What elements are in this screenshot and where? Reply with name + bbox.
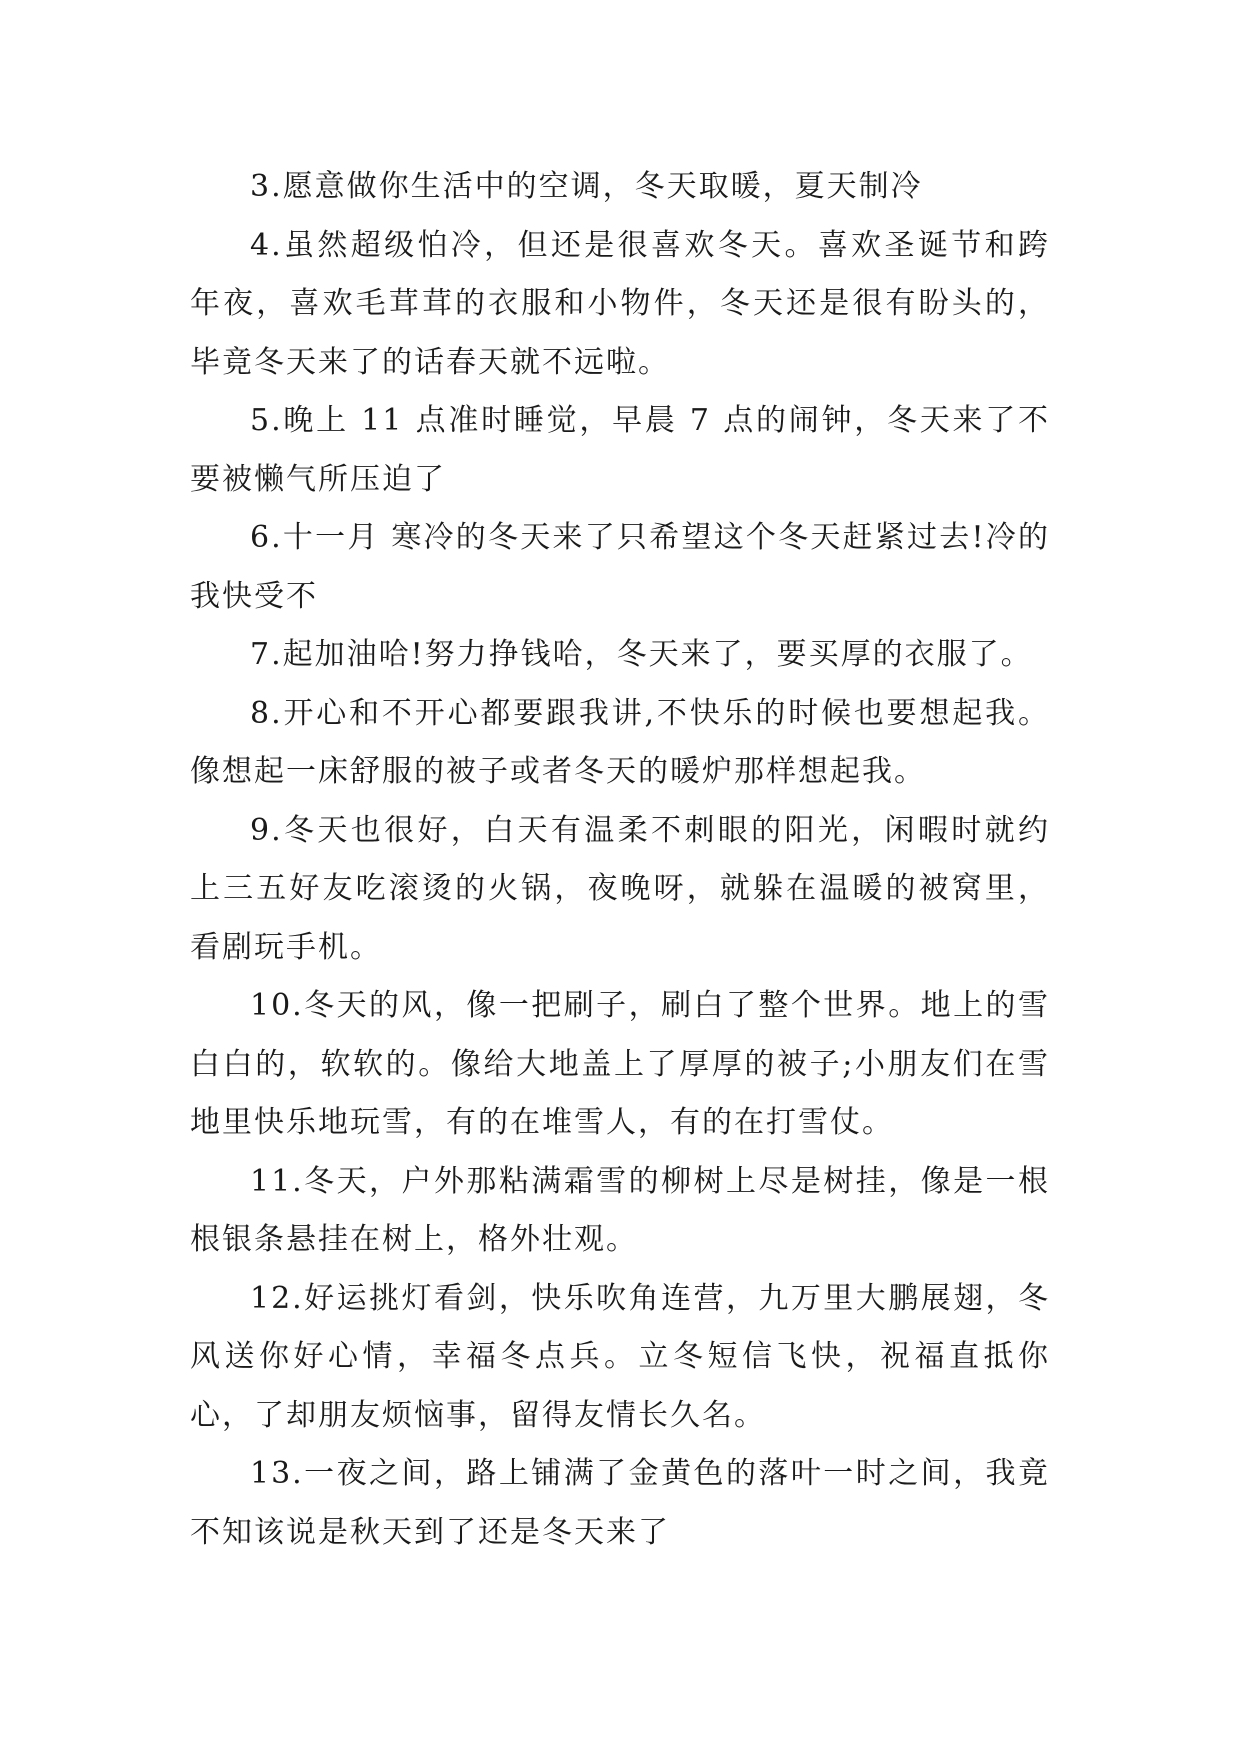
paragraph-8: 8.开心和不开心都要跟我讲,不快乐的时候也要想起我。像想起一床舒服的被子或者冬天的暖炉那样想起我。: [190, 695, 1050, 789]
document-body: [190, 158, 1050, 1562]
paragraph-10: 10.冬天的风，像一把刷子，刷白了整个世界。地上的雪白白的，软软的。像给大地盖上了厚厚的被子;小朋友们在雪地里快乐地玩雪，有的在堆雪人，有的在打雪仗。: [190, 988, 1050, 1140]
paragraph-7: 7.起加油哈!努力挣钱哈，冬天来了，要买厚的衣服了。: [250, 637, 1033, 672]
paragraph-6: 6.十一月 寒冷的冬天来了只希望这个冬天赶紧过去!冷的我快受不: [190, 520, 1050, 614]
paragraph-3: 3.愿意做你生活中的空调，冬天取暖，夏天制冷: [250, 169, 923, 204]
paragraph-13: 13.一夜之间，路上铺满了金黄色的落叶一时之间，我竟不知该说是秋天到了还是冬天来了: [190, 1456, 1050, 1550]
paragraph-11: 11.冬天，户外那粘满霜雪的柳树上尽是树挂，像是一根根银条悬挂在树上，格外壮观。: [190, 1163, 1050, 1257]
paragraph-4: 4.虽然超级怕冷，但还是很喜欢冬天。喜欢圣诞节和跨年夜，喜欢毛茸茸的衣服和小物件，冬天还是很有盼头的，毕竟冬天来了的话春天就不远啦。: [190, 227, 1050, 380]
paragraph-5: 5.晚上 11 点准时睡觉，早晨 7 点的闹钟，冬天来了不要被懒气所压迫了: [190, 403, 1050, 497]
paragraph-9: 9.冬天也很好，白天有温柔不刺眼的阳光，闲暇时就约上三五好友吃滚烫的火锅，夜晚呀，就躲在温暖的被窝里，看剧玩手机。: [190, 812, 1050, 965]
paragraph-12: 12.好运挑灯看剑，快乐吹角连营，九万里大鹏展翅，冬风送你好心情，幸福冬点兵。立冬短信飞快，祝福直抵你心，了却朋友烦恼事，留得友情长久名。: [190, 1280, 1050, 1433]
